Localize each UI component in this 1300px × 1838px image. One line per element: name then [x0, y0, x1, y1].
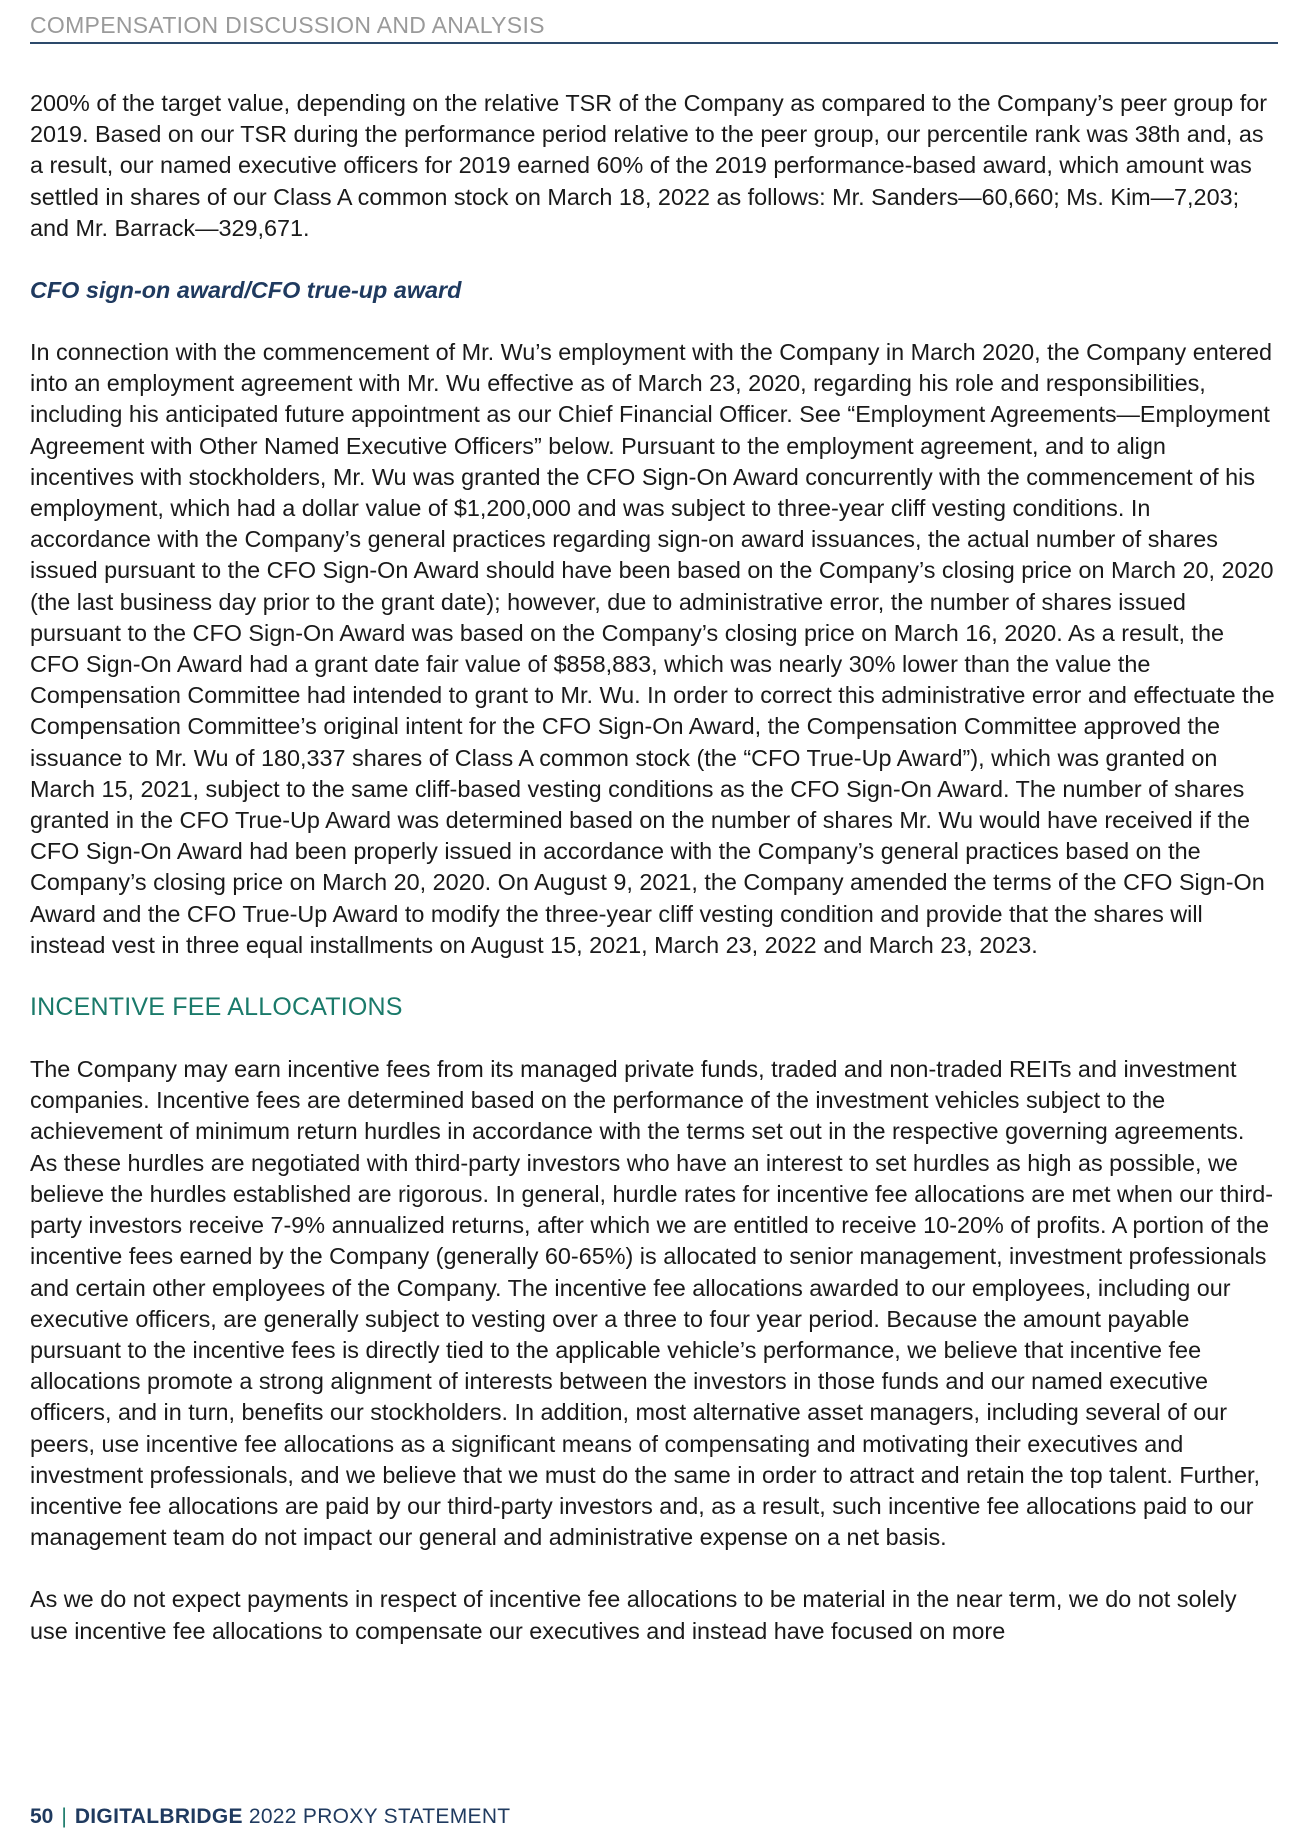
- paragraph-tsr-result: 200% of the target value, depending on the relative TSR of the Company as compared to the Company’s peer group for 2019. Based on our TSR during the performance period relative to the peer group, our percentile rank was 38th and, as a result, our named executive officers for 2019 earned 60% of the 2019 performance-based award, which amount was settled in shares of our Class A common stock on March 18, 2022 as follows: Mr. Sanders—60,660; Ms. Kim—7,203; and Mr. Barrack—329,671.: [30, 90, 1267, 241]
- footer-separator: |: [61, 1805, 67, 1828]
- page-footer: [30, 1802, 510, 1832]
- subheading-cfo-award: CFO sign-on award/CFO true-up award: [30, 277, 462, 304]
- paragraph-cfo-award: In connection with the commencement of Mr. Wu’s employment with the Company in March 2020, the Company entered into an employment agreement with Mr. Wu effective as of March 23, 2020, regarding his role and responsibilities, including his anticipated future appointment as our Chief Financial Officer. See “Employment Agreements—Employment Agreement with Other Named Executive Officers” below. Pursuant to the employment agreement, and to align incentives with stockholders, Mr. Wu was granted the CFO Sign-On Award concurrently with the commencement of his employment, which had a dollar value of $1,200,000 and was subject to three-year cliff vesting conditions. In accordance with the Company’s general practices regarding sign-on award issuances, the actual number of shares issued pursuant to the CFO Sign-On Award should have been based on the Company’s closing price on March 20, 2020 (the last business day prior to the grant date); however, due to administrative error, the number of shares issued pursuant to the CFO Sign-On Award was based on the Company’s closing price on March 16, 2020. As a result, the CFO Sign-On Award had a grant date fair value of $858,883, which was nearly 30% lower than the value the Compensation Committee had intended to grant to Mr. Wu. In order to correct this administrative error and effectuate the Compensation Committee’s original intent for the CFO Sign-On Award, the Compensation Committee approved the issuance to Mr. Wu of 180,337 shares of Class A common stock (the “CFO True-Up Award”), which was granted on March 15, 2021, subject to the same cliff-based vesting conditions as the CFO Sign-On Award. The number of shares granted in the CFO True-Up Award was determined based on the number of shares Mr. Wu would have received if the CFO Sign-On Award had been properly issued in accordance with the Company’s general practices based on the Company’s closing price on March 20, 2020. On August 9, 2021, the Company amended the terms of the CFO Sign-On Award and the CFO True-Up Award to modify the three-year cliff vesting condition and provide that the shares will instead vest in three equal installments on August 15, 2021, March 23, 2022 and March 23, 2023.: [30, 339, 1275, 958]
- paragraph-incentive-fees-continued: As we do not expect payments in respect of incentive fee allocations to be material in the near term, we do not solely use incentive fee allocations to compensate our executives and instead have focused on more: [30, 1586, 1237, 1644]
- page-content: [30, 88, 1275, 1647]
- paragraph-incentive-fees: The Company may earn incentive fees from its managed private funds, traded and non-traded REITs and investment companies. Incentive fees are determined based on the performance of the investment vehicles subject to the achievement of minimum return hurdles in accordance with the terms set out in the respective governing agreements. As these hurdles are negotiated with third-party investors who have an interest to set hurdles as high as possible, we believe the hurdles established are rigorous. In general, hurdle rates for incentive fee allocations are met when our third-party investors receive 7-9% annualized returns, after which we are entitled to receive 10-20% of profits. A portion of the incentive fees earned by the Company (generally 60-65%) is allocated to senior management, investment professionals and certain other employees of the Company. The incentive fee allocations awarded to our employees, including our executive officers, are generally subject to vesting over a three to four year period. Because the amount payable pursuant to the incentive fees is directly tied to the applicable vehicle’s performance, we believe that incentive fee allocations promote a strong alignment of interests between the investors in those funds and our named executive officers, and in turn, benefits our stockholders. In addition, most alternative asset managers, including several of our peers, use incentive fee allocations as a significant means of compensating and motivating their executives and investment professionals, and we believe that we must do the same in order to attract and retain the top talent. Further, incentive fee allocations are paid by our third-party investors and, as a result, such incentive fee allocations paid to our management team do not impact our general and administrative expense on a net basis.: [30, 1056, 1274, 1551]
- footer-brand: DIGITALBRIDGE: [74, 1805, 243, 1828]
- section-title: COMPENSATION DISCUSSION AND ANALYSIS: [30, 12, 545, 38]
- running-header: [30, 8, 1278, 44]
- heading-incentive-fee-allocations: INCENTIVE FEE ALLOCATIONS: [30, 993, 403, 1022]
- footer-doc-title: 2022 PROXY STATEMENT: [248, 1805, 511, 1828]
- page-number: 50: [30, 1805, 54, 1828]
